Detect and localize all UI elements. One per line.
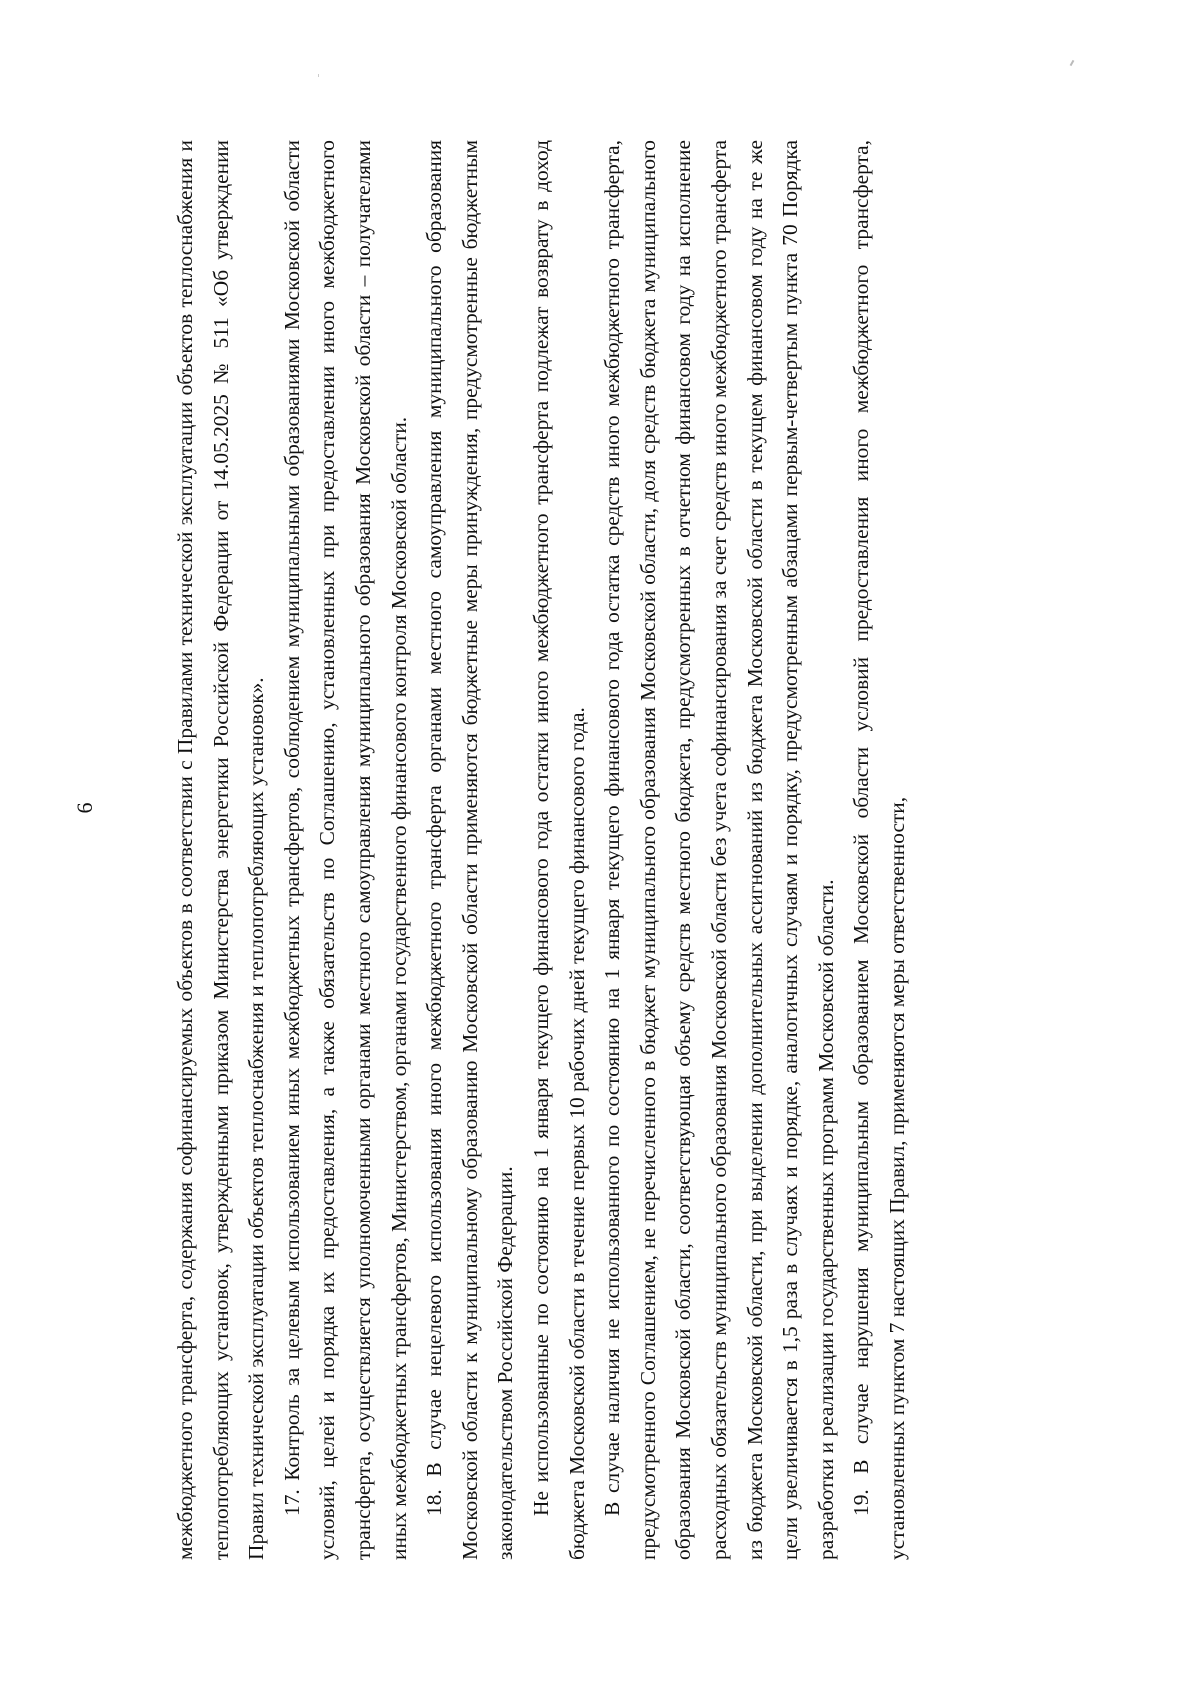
rotated-text-body: [168, 140, 1098, 1560]
scan-speck: [1070, 60, 1075, 66]
paragraph-continuation: межбюджетного трансферта, содержания софинансируемых объектов в соответствии с Правилами технической эксплуатации объектов теплоснабжения и теплопотребляющих установок, утвержденными приказом Министерства энергетики Российской Федерации от 14.05.2025 № 511 «Об утверждении Правил технической эксплуатации объектов теплоснабжения и теплопотребляющих установок».: [173, 140, 269, 1560]
paragraph-18: 18. В случае нецелевого использования иного межбюджетного трансферта органами местного самоуправления муниципального образования Московской области к муниципальному образованию Московской области применяются бюджетные меры принуждения, предусмотренные бюджетным законодательством Российской Федерации.: [422, 140, 518, 1560]
paragraph-19: 19. В случае нарушения муниципальным образованием Московской области условий предоставления иного межбюджетного трансферта, установленных пунктом 7 настоящих Правил, применяются меры ответственности,: [849, 140, 909, 1560]
paragraph-18-unused-remainder: В случае наличия не использованного по состоянию на 1 января текущего финансового года остатка средств иного межбюджетного трансферта, предусмотренного Соглашением, не перечисленного в бюджет муниципального образования Московской области, доля средств бюджета муниципального образования Московской области, соответствующая объему средств местного бюджета, предусмотренных в отчетном финансовом году на исполнение расходных обязательств муниципального образования Московской области без учета софинансирования за счет средств иного межбюджетного трансферта из бюджета Московской области, при выделении дополнительных ассигнований из бюджета Московской области в текущем финансовом году на те же цели увеличивается в 1,5 раза в случаях и порядке, аналогичных случаям и порядку, предусмотренным абзацами первым-четвертым пункта 70 Порядка разработки и реализации государственных программ Московской области.: [600, 140, 838, 1560]
scan-speck: [318, 74, 319, 77]
page-number: 6: [72, 802, 97, 814]
paragraph-17: 17. Контроль за целевым использованием иных межбюджетных трансфертов, соблюдением муниципальными образованиями Московской области условий, целей и порядка их предоставления, а также обязательств по Соглашению, установленных при предоставлении иного межбюджетного трансферта, осуществляется уполномоченными органами местного самоуправления муниципального образования Московской области – получателями иных межбюджетных трансфертов, Министерством, органами государственного финансового контроля Московской области.: [279, 140, 411, 1560]
paragraph-18-unused-balances: Не использованные по состоянию на 1 января текущего финансового года остатки иного межбюджетного трансферта подлежат возврату в доход бюджета Московской области в течение первых 10 рабочих дней текущего финансового года.: [528, 140, 589, 1560]
